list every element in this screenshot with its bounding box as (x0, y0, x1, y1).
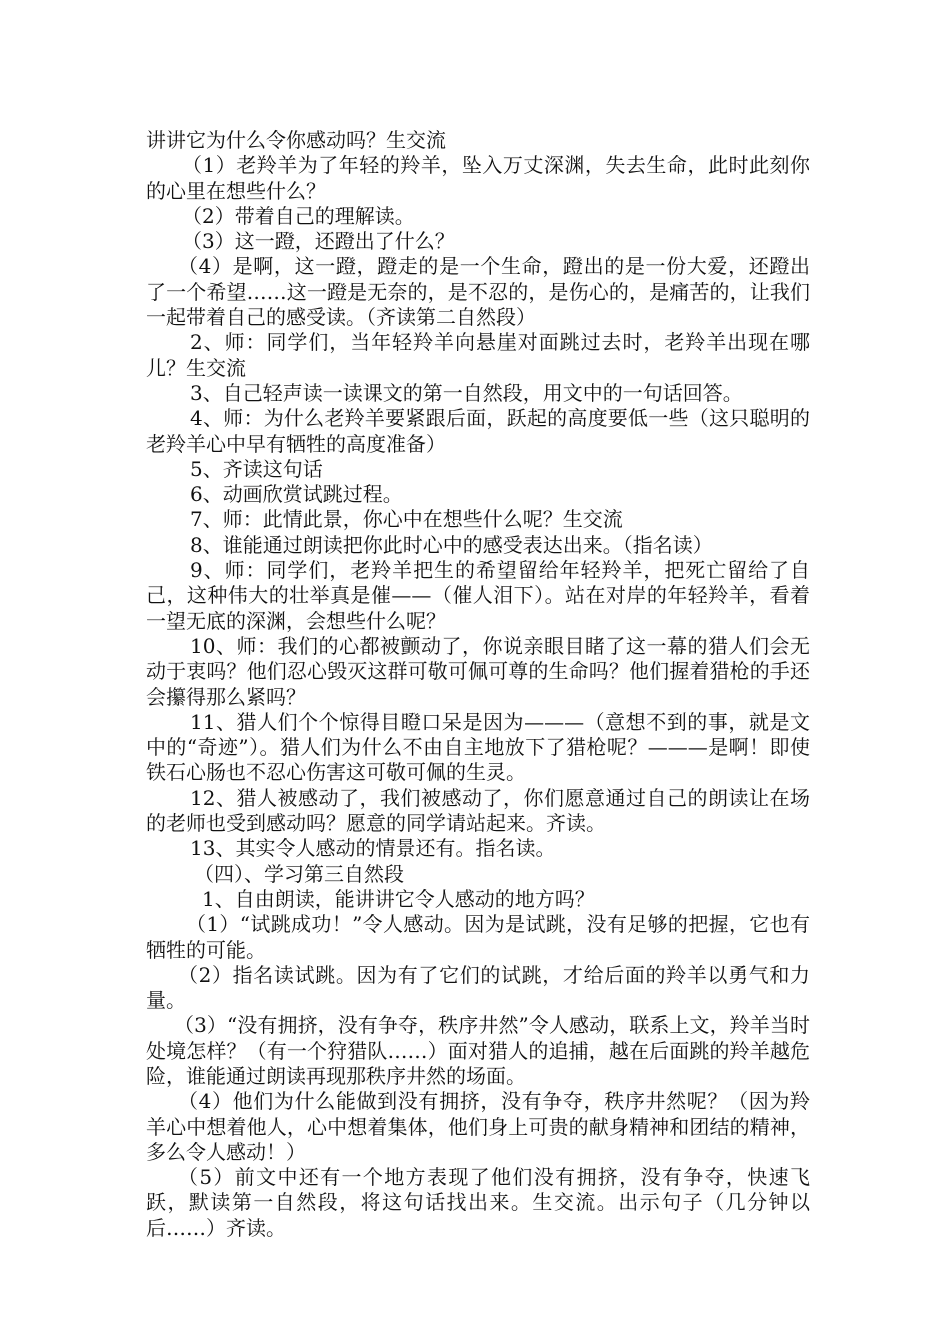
paragraph: （1）老羚羊为了年轻的羚羊，坠入万丈深渊，失去生命，此时此刻你的心里在想些什么？ (146, 153, 810, 203)
paragraph: 讲讲它为什么令你感动吗？生交流 (146, 128, 446, 152)
paragraph: 6、动画欣赏试跳过程。 (190, 482, 403, 507)
paragraph: （4）他们为什么能做到没有拥挤，没有争夺，秩序井然呢？（因为羚羊心中想着他人，心中想着集体，他们身上可贵的献身精神和团结的精神，多么令人感动！） (146, 1089, 810, 1164)
paragraph: 2、师：同学们，当年轻羚羊向悬崖对面跳过去时，老羚羊出现在哪儿？生交流 (146, 330, 810, 380)
paragraph: 9、师：同学们，老羚羊把生的希望留给年轻羚羊，把死亡留给了自己，这种伟大的壮举真是催——（催人泪下）。站在对岸的年轻羚羊，看着一望无底的深渊，会想些什么呢？ (146, 558, 810, 633)
paragraph: 5、齐读这句话 (190, 456, 323, 481)
paragraph: （3）这一蹬，还蹬出了什么？ (182, 229, 455, 254)
document-body (146, 128, 810, 1241)
paragraph: （1）“试跳成功！”令人感动。因为是试跳，没有足够的把握，它也有牺牲的可能。 (146, 912, 810, 962)
paragraph: 13、其实令人感动的情景还有。指名读。 (190, 836, 556, 861)
paragraph: （2）带着自己的理解读。 (182, 203, 415, 228)
section-heading: （四）、学习第三自然段 (194, 861, 404, 886)
paragraph: 11、猎人们个个惊得目瞪口呆是因为———（意想不到的事，就是文中的“奇迹”）。猎人们为什么不由自主地放下了猎枪呢？———是啊！即使铁石心肠也不忍心伤害这可敬可佩的生灵。 (146, 709, 810, 785)
paragraph: （4）是啊，这一蹬，蹬走的是一个生命，蹬出的是一份大爱，还蹬出了一个希望……这一蹬是无奈的，是不忍的，是伤心的，是痛苦的，让我们一起带着自己的感受读。（齐读第二自然段） (146, 254, 810, 330)
paragraph: （2）指名读试跳。因为有了它们的试跳，才给后面的羚羊以勇气和力量。 (146, 962, 810, 1013)
paragraph: （5）前文中还有一个地方表现了他们没有拥挤，没有争夺，快速飞跃，默读第一自然段，将这句话找出来。生交流。出示句子（几分钟以后……）齐读。 (146, 1165, 810, 1240)
paragraph: 4、师：为什么老羚羊要紧跟后面，跃起的高度要低一些（这只聪明的老羚羊心中早有牺牲的高度准备） (146, 406, 810, 456)
paragraph: 12、猎人被感动了，我们被感动了，你们愿意通过自己的朗读让在场的老师也受到感动吗？愿意的同学请站起来。齐读。 (146, 785, 810, 836)
paragraph: 10、师：我们的心都被颤动了，你说亲眼目睹了这一幕的猎人们会无动于衷吗？他们忍心毁灭这群可敬可佩可尊的生命吗？他们握着猎枪的手还会攥得那么紧吗？ (146, 633, 810, 709)
paragraph: 3、自己轻声读一读课文的第一自然段，用文中的一句话回答。 (190, 380, 743, 405)
paragraph: 1、自由朗读，能讲讲它令人感动的地方吗？ (202, 886, 595, 911)
paragraph: 8、谁能通过朗读把你此时心中的感受表达出来。（指名读） (190, 532, 713, 557)
paragraph: 7、师：此情此景，你心中在想些什么呢？生交流 (190, 507, 623, 532)
paragraph: （3）“没有拥挤，没有争夺，秩序井然”令人感动，联系上文，羚羊当时处境怎样？（有一个狩猎队……）面对猎人的追捕，越在后面跳的羚羊越危险，谁能通过朗读再现那秩序井然的场面。 (146, 1013, 810, 1088)
